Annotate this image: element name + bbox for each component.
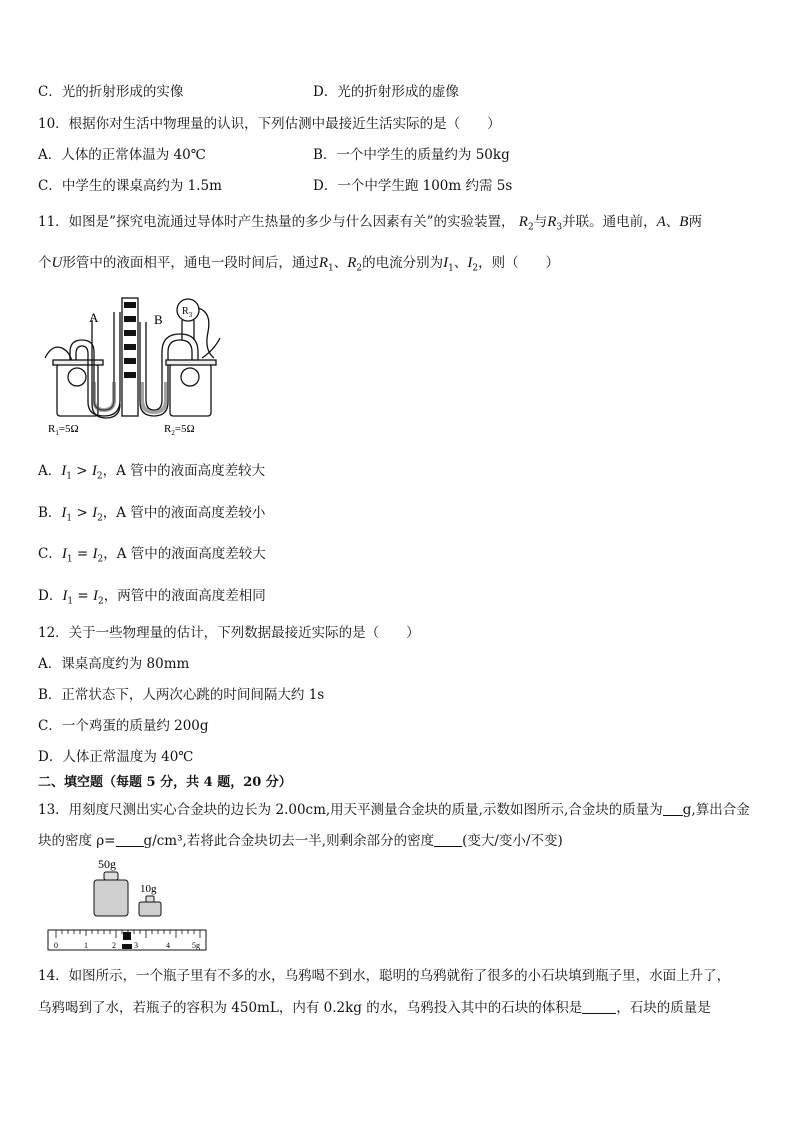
weight-50g-body [94,880,128,916]
scale-tick-4: 4 [166,941,170,950]
q9-option-c: C．光的折射形成的实像 [38,84,184,100]
label-b: B [154,312,163,327]
q12-option-b: B．正常状态下，人两次心跳的时间间隔大约 1s [38,687,325,703]
label-r3: $R_3$ [182,306,193,319]
left-lid [53,360,103,365]
label-a: A [89,310,99,325]
right-lid [166,360,216,365]
q13-line1: 13．用刻度尺测出实心合金块的边长为 2.00cm,用天平测量合金块的质量,示数如图所示,合金块的质量为 g,算出合金 [38,802,750,818]
scale-tick-1: 1 [84,941,88,950]
weight-10g-body [139,902,161,916]
q10-option-c: C．中学生的课桌高约为 1.5m [38,178,222,194]
balance-rider [123,932,131,940]
q12-option-d: D．人体正常温度为 40℃ [38,749,194,765]
q13-blank-mass[interactable] [663,801,683,816]
q11-stem-line1: 11．如图是”探究电流通过导体时产生热量的多少与什么因素有关”的实验装置， $R_2$与$R_3$并联。通电前，A、B两 [38,214,702,233]
q13-line2: 块的密度 ρ= g/cm³,若将此合金块切去一半,则剩余部分的密度 (变大/变小/不变) [38,833,563,849]
q14-blank-volume[interactable] [582,999,616,1014]
q10-option-b: B．一个中学生的质量约为 50kg [313,147,510,163]
q11-option-a: A．$I_1 > I_2$，A 管中的液面高度差较大 [38,463,266,482]
balance-rider-base [122,944,132,949]
weight-10g-label: 10g [140,883,157,895]
q13-blank-density[interactable] [116,832,144,847]
q14-line2: 乌鸦喝到了水，若瓶子的容积为 450mL，内有 0.2kg 的水，乌鸦投入其中的石块的体积是 ，石块的质量是 [38,1000,711,1016]
q10-stem: 10．根据你对生活中物理量的认识，下列估测中最接近生活实际的是（ ） [38,116,501,132]
q13-blank-change[interactable] [434,832,462,847]
q11-option-d: D．$I_1 = I_2$，两管中的液面高度差相同 [38,588,266,607]
scale-tick-5: 5g [192,941,200,950]
label-r2: $R_2=5\Omega$ [164,423,195,437]
central-scale [122,298,138,416]
left-bulb [68,368,86,386]
weight-10g-knob [146,896,154,902]
q11-option-b: B．$I_1 > I_2$，A 管中的液面高度差较小 [38,505,266,524]
weight-50g-label: 50g [98,857,116,871]
scale-tick-0: 0 [54,941,58,950]
weight-50g-knob [104,872,118,880]
q9-option-d: D．光的折射形成的虚像 [313,84,459,100]
q11-apparatus-figure [42,292,227,440]
q10-option-d: D．一个中学生跑 100m 约需 5s [313,178,513,194]
q10-option-a: A．人体的正常体温为 40℃ [38,147,206,163]
q12-option-c: C．一个鸡蛋的质量约 200g [38,718,209,734]
scale-tick-2: 2 [112,941,116,950]
section-2-title: 二、填空题（每题 5 分，共 4 题，20 分） [38,775,292,790]
right-bulb [181,368,199,386]
q11-stem-line2: 个U形管中的液面相平，通电一段时间后，通过$R_1$、$R_2$的电流分别为$I_1$、$I_2$，则（ ） [38,255,560,274]
q12-stem: 12．关于一些物理量的估计，下列数据最接近实际的是（ ） [38,625,420,641]
label-r1: $R_1=5\Omega$ [48,423,79,437]
q11-option-c: C．$I_1 = I_2$，A 管中的液面高度差较大 [38,546,266,565]
q13-balance-figure [46,856,208,954]
q14-line1: 14．如图所示，一个瓶子里有不多的水，乌鸦喝不到水，聪明的乌鸦就衔了很多的小石块填到瓶子里，水面上升了， [38,968,731,984]
scale-tick-3: 3 [134,941,138,950]
q12-option-a: A．课桌高度约为 80mm [38,656,190,672]
